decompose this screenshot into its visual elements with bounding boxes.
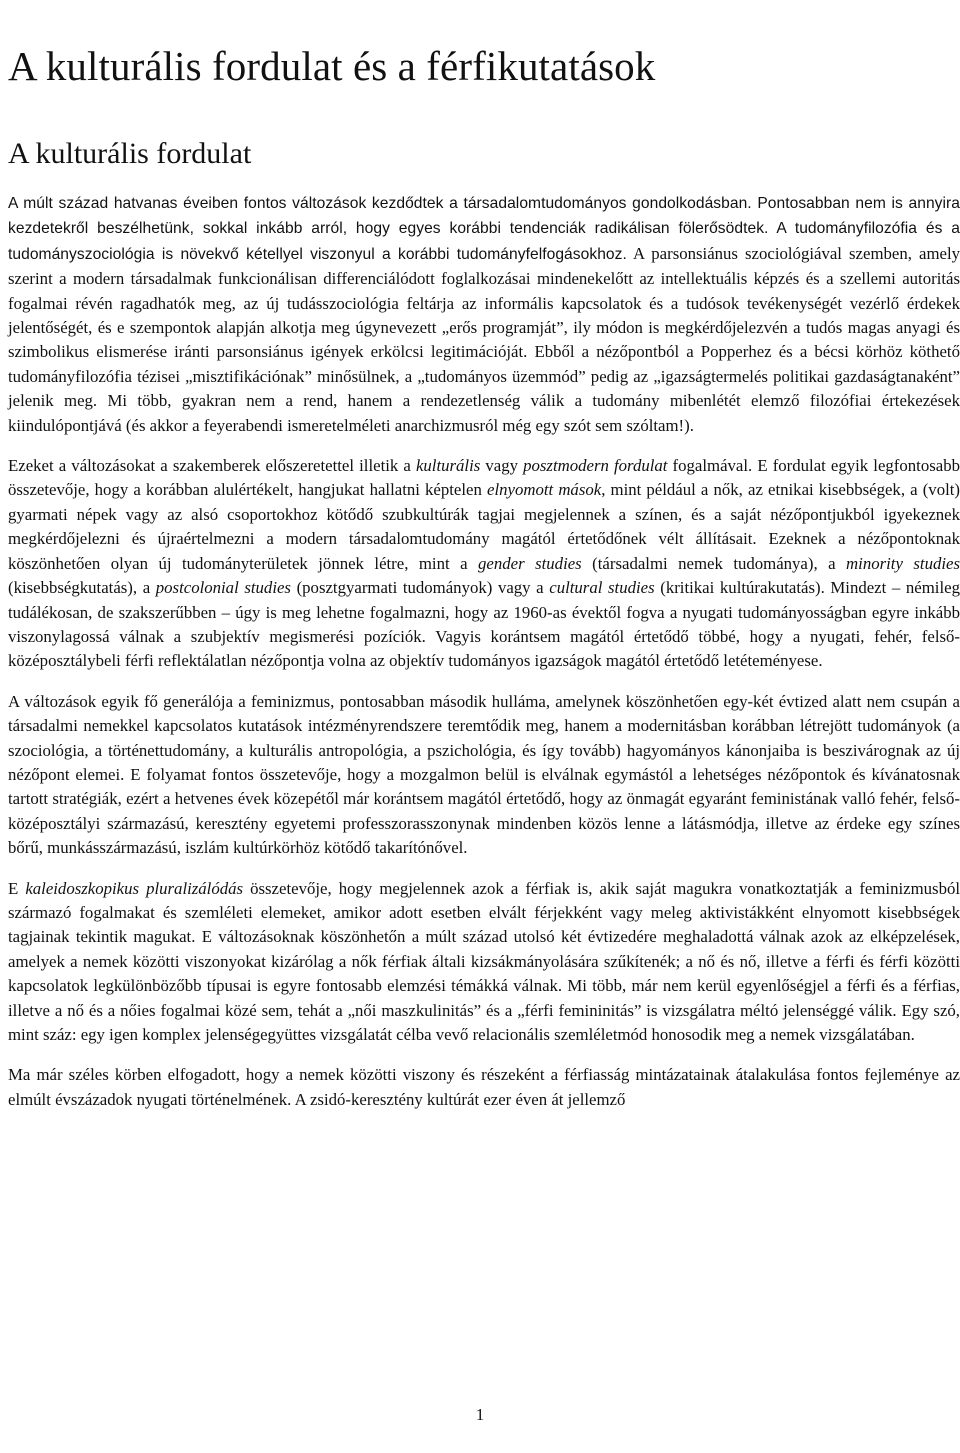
text-run: Ezeket a változásokat a szakemberek előszeretettel illetik a [8,456,416,476]
text-run: E [8,878,26,898]
paragraph-1-body: A parsonsiánus szociológiával szemben, amely szerint a modern társadalmak funkcionálisan differenciálódott foglalkozásai mindenekelőtt az intellektuális képzés és a szellemi autoritás fogalmai révén ragadhatók meg, az új tudásszociológia feltárja az informális kapcsolatok és a tudósok tevékenységét vezérlő érdekek jelentőségét, és e szempontok alapján alkotja meg úgynevezett „erős programját”, ily módon is megkérdőjelezvén a tudós magas anyagi és szimbolikus elismerése iránti parsonsiánus igények erkölcsi legitimációját. Ebből a nézőpontból a Popperhez és a bécsi körhöz köthető tudományfilozófia tézisei „misztifikációnak” minősülnek, a „tudományos üzemmód” pedig az „igazságtermelés politikai gazdaságtanaként” jelenik meg. Mi több, gyakran nem a rend, hanem a rendezetlenség válik a tudomány mibenlétét elemző filozófiai értekezések kiindulópontjává (és akkor a feyerabendi ismeretelméleti anarchizmusról még egy szót sem szóltam!). [8,243,960,435]
italic-term: minority studies [846,553,960,573]
italic-term: kulturális [415,456,481,476]
italic-term: postcolonial studies [155,578,291,598]
text-run: (társadalmi nemek tudománya), a [581,553,847,573]
page-number: 1 [475,1405,485,1424]
paragraph-1-intro: A múlt század hatvanas éveiben fontos változások kezdődtek a társadalomtudományos gondolkodásban. Pontosabban nem is annyira kezdetekről beszélhetünk, sokkal inkább arról, hogy egyes korábbi tendenciák radikálisan fölerősödtek. A tudományfilozófia és a tudományszociológia is növekvő kétellyel viszonyul a korábbi tudományfelfogásokhoz. [8,195,960,263]
italic-term: kaleidoszkopikus pluralizálódás [25,878,244,898]
paragraph-2 [8,454,960,674]
text-run: összetevője, hogy megjelennek azok a férfiak is, akik saját magukra vonatkoztatják a feminizmusból származó fogalmakat és szemléleti elemeket, amikor adott esetben elvált férjekként vagy meleg aktivistákként elnyomott kisebbségek tagjainak tekintik magukat. E változásoknak köszönhetőn a múlt század utolsó két évtizedére meghaladottá válnak azok az elképzelések, amelyek a nemek közötti viszonyokat kizárólag a nők férfiak általi kizsákmányolására szűkítenék; a nő és nő, illetve a férfi és férfi közötti kapcsolatok legkülönbözőbb típusai is egyre fontosabb elemzési témákká válnak. Mi több, már nem kerül egyenlőségjel a férfi és a férfias, illetve a nő és a nőies fogalmai közé sem, tehát a „női maszkulinitás” és a „férfi femininitás” is vizsgálatra méltó jelenséggé válik. Egy szó, mint száz: egy igen komplex jelenségegyüttes vizsgálatát célba vevő relacionális szemléletmód honosodik meg a nemek vizsgálatában. [8,878,960,1044]
paragraph-3: A változások egyik fő generálója a feminizmus, pontosabban második hulláma, amelynek köszönhetően egy-két évtized alatt nem csupán a társadalmi nemekkel kapcsolatos kutatások intézményrendszere teremtődik meg, hanem a modernitásban korábban létrejött tudományok (a szociológia, a történettudomány, a kulturális antropológia, a pszichológia, és így tovább) hagyományos kánonjaiba is beszivárognak az új nézőpont elemei. E folyamat fontos összetevője, hogy a mozgalmon belül is elválnak egymástól a lehetséges nézőpontok és kívánatosnak tartott stratégiák, ezért a hetvenes évek közepétől már korántsem magától értetődő, hogy az önmagát egyaránt feministának valló fehér, felső-középosztályi származású, keresztény egyetemi professzorasszonynak mindenben közös lenne a látásmódja, illetve az érdeke egy színes bőrű, munkásszármazású, iszlám kultúrkörhöz kötődő takarítónővel. [8,691,960,858]
italic-term: cultural studies [549,578,655,598]
document-page [8,0,960,1112]
italic-term: gender studies [478,553,582,573]
italic-term: posztmodern fordulat [523,456,668,476]
text-run: , mint például a nők, az etnikai kisebbségek, a (volt) gyarmati népek vagy az alsó csoportokhoz kötődő szubkultúrák tagjai megjelennek a színen, és a saját nézőpontjukból igyekeznek megkérdőjelezni és újraértelmezni a modern társadalomtudomány magától értetődőnek vélt állításait. Ezeknek a nézőpontoknak köszönhetően olyan új tudományterületek jönnek létre, mint a [8,480,960,573]
italic-term: elnyomott mások [487,480,602,500]
text-run: vagy [480,456,524,476]
text-run: fogalmával. E fordulat egyik legfontosabb összetevője, hogy a korábban alulértékelt, hangjukat hallatni képtelen [8,456,960,500]
paragraph-4 [8,877,960,1048]
text-run: (kisebbségkutatás), a [8,578,156,598]
text-run: (kritikai kultúrakutatás). Mindezt – némileg tudálékosan, de szakszerűbben – úgy is meg lehetne fogalmazni, hogy az 1960-as évektől fogva a nyugati tudományosságban egyre inkább viszonylagossá válnak a szubjektív megismerési pozíciók. Vagyis korántsem magától értetődő többé, hogy a nyugati, fehér, felső-középosztálybeli férfi reflektálatlan nézőpontja volna az objektív tudományos igazságok magától értetődő letéteményese. [8,578,960,671]
section-heading: A kulturális fordulat [8,137,252,170]
paragraph-5: Ma már széles körben elfogadott, hogy a nemek közötti viszony és részeként a férfiasság mintázatainak átalakulása fontos fejleménye az elmúlt évszázadok nyugati történelmének. A zsidó-keresztény kultúrát ezer éven át jellemző [8,1065,960,1109]
text-run: (posztgyarmati tudományok) vagy a [290,578,550,598]
paragraph-1 [8,191,960,438]
page-title: A kulturális fordulat és a férfikutatások [8,43,656,89]
